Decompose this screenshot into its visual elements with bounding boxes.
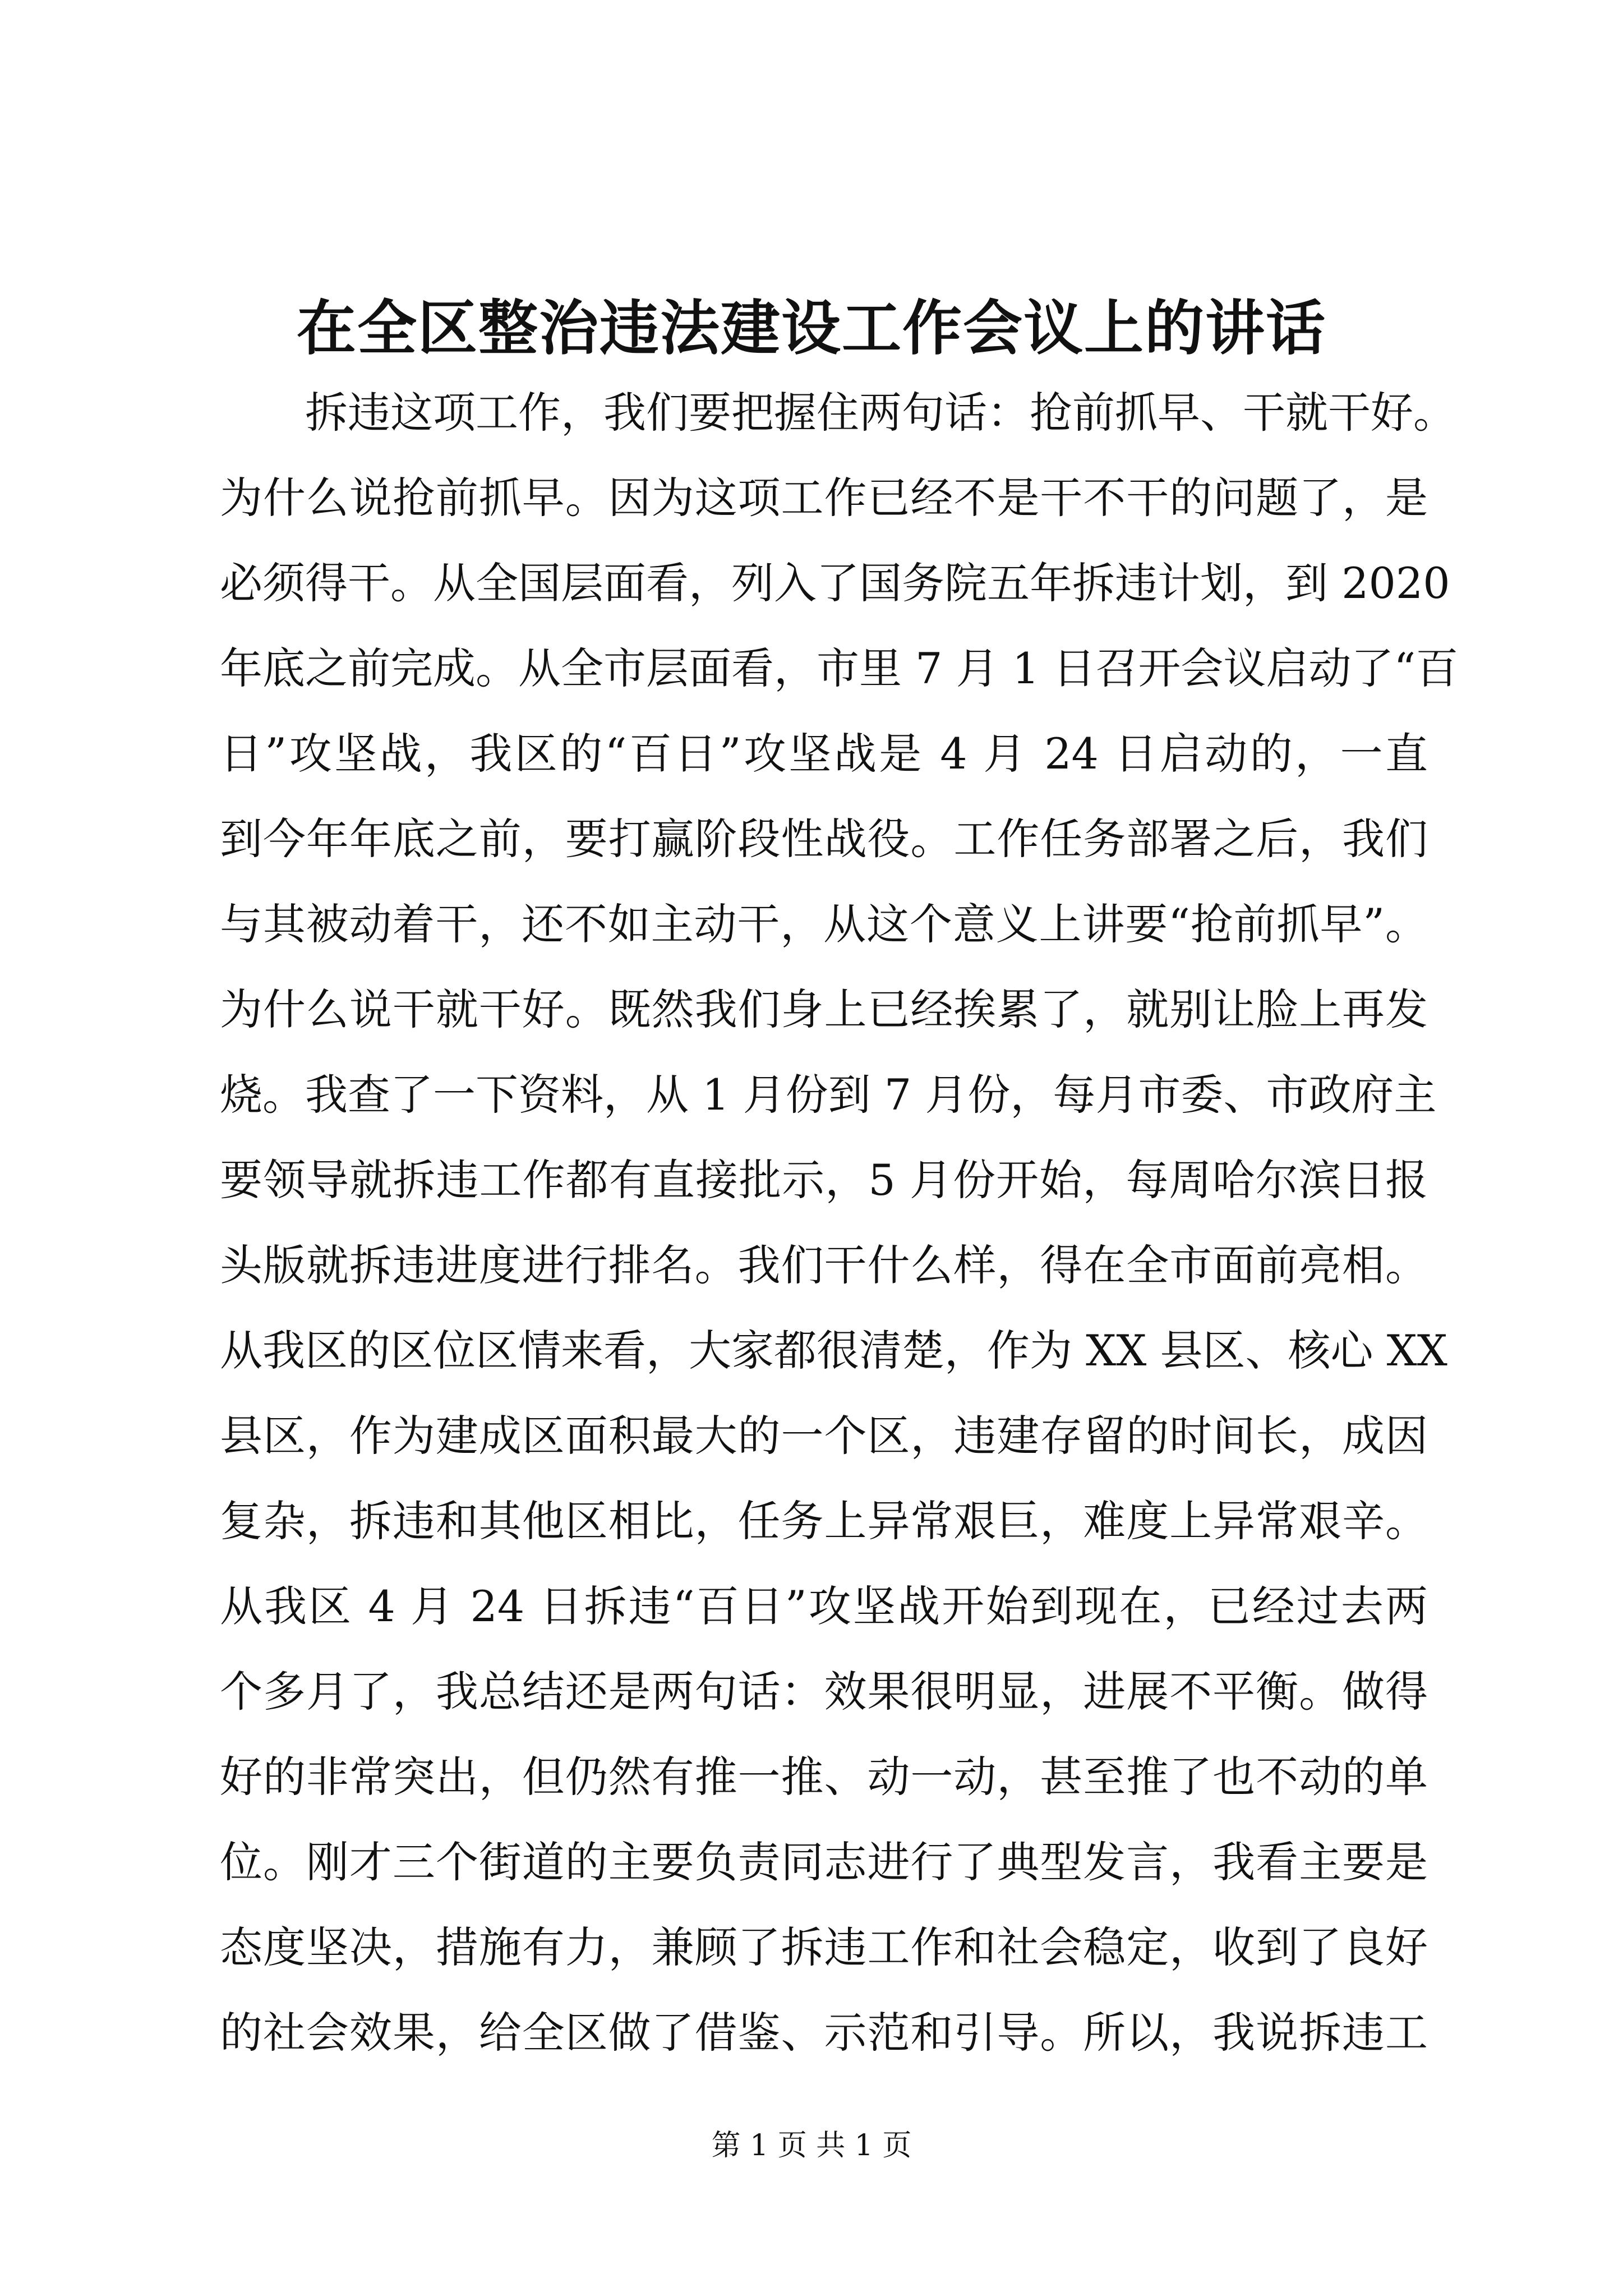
body-line: 好的非常突出，但仍然有推一推、动一动，甚至推了也不动的单 [220,1752,1428,1802]
body-line: 拆违这项工作，我们要把握住两句话：抢前抓早、干就干好。 [305,388,1456,438]
body-line: 从我区 4 月 24 日拆违“百日”攻坚战开始到现在，已经过去两 [220,1581,1428,1631]
body-line: 位。刚才三个街道的主要负责同志进行了典型发言，我看主要是 [220,1837,1428,1887]
body-line: 必须得干。从全国层面看，列入了国务院五年拆违计划，到 2020 [220,558,1450,608]
body-line: 的社会效果，给全区做了借鉴、示范和引导。所以，我说拆违工 [220,2008,1428,2058]
document-body [220,370,1459,2076]
body-line: 态度坚决，措施有力，兼顾了拆违工作和社会稳定，收到了良好 [220,1922,1428,1972]
body-line: 年底之前完成。从全市层面看，市里 7 月 1 日召开会议启动了“百 [220,643,1459,693]
body-line: 要领导就拆违工作都有直接批示，5 月份开始，每周哈尔滨日报 [220,1155,1428,1205]
body-line: 与其被动着干，还不如主动干，从这个意义上讲要“抢前抓早”。 [220,899,1428,949]
body-line: 为什么说抢前抓早。因为这项工作已经不是干不干的问题了，是 [220,473,1428,523]
body-line: 烧。我查了一下资料，从 1 月份到 7 月份，每月市委、市政府主 [220,1070,1437,1120]
body-line: 头版就拆违进度进行排名。我们干什么样，得在全市面前亮相。 [220,1240,1428,1290]
body-line: 日”攻坚战，我区的“百日”攻坚战是 4 月 24 日启动的，一直 [220,729,1428,779]
body-line: 县区，作为建成区面积最大的一个区，违建存留的时间长，成因 [220,1411,1428,1461]
page-footer: 第 1 页 共 1 页 [711,2129,912,2162]
body-line: 个多月了，我总结还是两句话：效果很明显，进展不平衡。做得 [220,1667,1428,1717]
body-line: 为什么说干就干好。既然我们身上已经挨累了，就别让脸上再发 [220,984,1428,1034]
document-title: 在全区整治违法建设工作会议上的讲话 [297,293,1326,363]
body-line: 复杂，拆违和其他区相比，任务上异常艰巨，难度上异常艰辛。 [220,1496,1428,1546]
body-line: 到今年年底之前，要打赢阶段性战役。工作任务部署之后，我们 [220,814,1428,864]
body-line: 从我区的区位区情来看，大家都很清楚，作为 XX 县区、核心 XX [220,1326,1447,1375]
